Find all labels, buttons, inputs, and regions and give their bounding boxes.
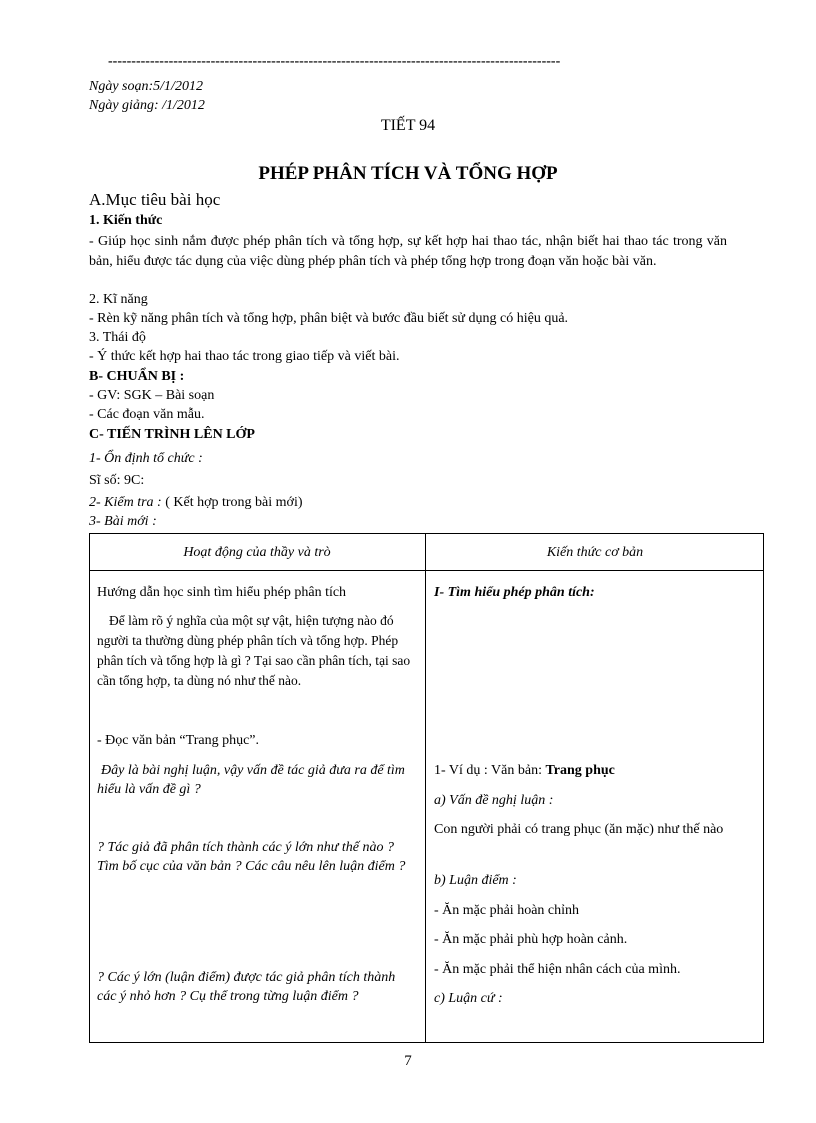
skill-heading: 2. Kĩ năng	[89, 292, 148, 307]
knowledge-text: - Giúp học sinh nắm được phép phân tích và tổng hợp, sự kết hợp hai thao tác, nhận biết hai thao tác trong văn bản, hiểu được tác dụng của việc dùng phép phân tích và phép tổng hợp trong đoạn văn hoặc bài văn.	[89, 234, 727, 269]
step-2-label: 2- Kiểm tra :	[89, 495, 162, 510]
lesson-number: TIẾT 94	[380, 117, 436, 134]
attitude-text: - Ý thức kết hợp hai thao tác trong giao tiếp và viết bài.	[89, 349, 400, 364]
prep-item-1: - GV: SGK – Bài soạn	[89, 388, 215, 403]
class-size: Sĩ số: 9C:	[89, 473, 145, 488]
teach-date: Ngày giảng: /1/2012	[89, 98, 205, 113]
table-header-knowledge: Kiến thức cơ bản	[546, 545, 644, 560]
section-a-heading: A.Mục tiêu bài học	[89, 190, 221, 209]
example-line	[434, 761, 615, 780]
question-2: ? Tác giả đã phân tích thành các ý lớn như thế nào ? Tìm bố cục của văn bản ? Các câu nêu lên luận điểm ?	[97, 840, 406, 874]
section-b-heading: B- CHUẨN BỊ :	[89, 369, 185, 384]
table-header-activities: Hoạt động của thầy và trò	[183, 545, 331, 560]
prep-item-2: - Các đoạn văn mẫu.	[89, 407, 205, 422]
table-header-divider	[89, 570, 764, 571]
example-title: Trang phục	[545, 763, 615, 778]
attitude-heading: 3. Thái độ	[89, 330, 146, 345]
section-c-heading: C- TIẾN TRÌNH LÊN LỚP	[89, 427, 255, 442]
prep-date: Ngày soạn:5/1/2012	[89, 79, 203, 94]
read-title: “Trang phục”.	[179, 733, 259, 748]
points-label: b) Luận điểm :	[434, 873, 517, 888]
skill-text: - Rèn kỹ năng phân tích và tổng hợp, phân biệt và bước đầu biết sử dụng có hiệu quả.	[89, 311, 569, 326]
question-1: Đây là bài nghị luận, vậy vấn đề tác giả đưa ra để tìm hiểu là vấn đề gì ?	[97, 763, 405, 797]
question-3: ? Các ý lớn (luận điểm) được tác giả phân tích thành các ý nhỏ hơn ? Cụ thể trong từng luận điểm ?	[97, 970, 396, 1004]
step-2-text: ( Kết hợp trong bài mới)	[161, 495, 303, 510]
step-1: 1- Ổn định tổ chức :	[89, 451, 203, 466]
issue-label: a) Vấn đề nghị luận :	[434, 793, 554, 808]
evidence-label: c) Luận cứ :	[434, 991, 503, 1006]
guide-text: Hướng dẫn học sinh tìm hiểu phép phân tích	[97, 585, 347, 600]
read-prefix: - Đọc văn bản	[97, 733, 180, 748]
read-text-line	[97, 731, 259, 750]
step-2	[89, 495, 303, 511]
page-number: 7	[404, 1053, 412, 1069]
point-3: - Ăn mặc phải thể hiện nhân cách của mình.	[434, 962, 681, 977]
step-3: 3- Bài mới :	[89, 514, 157, 529]
table-column-divider	[425, 533, 426, 1043]
point-2: - Ăn mặc phải phù hợp hoàn cảnh.	[434, 932, 628, 947]
intro-text: Để làm rõ ý nghĩa của một sự vật, hiện tượng nào đó người ta thường dùng phép phân tích và tổng hợp. Phép phân tích và tổng hợp là gì ? Tại sao cần phân tích, tại sao cần tổng hợp, ta dùng nó như thế nào.	[97, 613, 411, 688]
point-1: - Ăn mặc phải hoàn chỉnh	[434, 903, 580, 918]
lesson-title: PHÉP PHÂN TÍCH VÀ TỔNG HỢP	[258, 163, 558, 184]
right-heading: I- Tìm hiểu phép phân tích:	[434, 585, 595, 600]
knowledge-heading: 1. Kiến thức	[89, 213, 163, 228]
issue-text: Con người phải có trang phục (ăn mặc) như thế nào	[434, 822, 724, 837]
header-dash-rule: -------------------------------------------------------------------------------------------------	[108, 54, 561, 69]
example-prefix: 1- Ví dụ : Văn bản:	[434, 763, 546, 778]
